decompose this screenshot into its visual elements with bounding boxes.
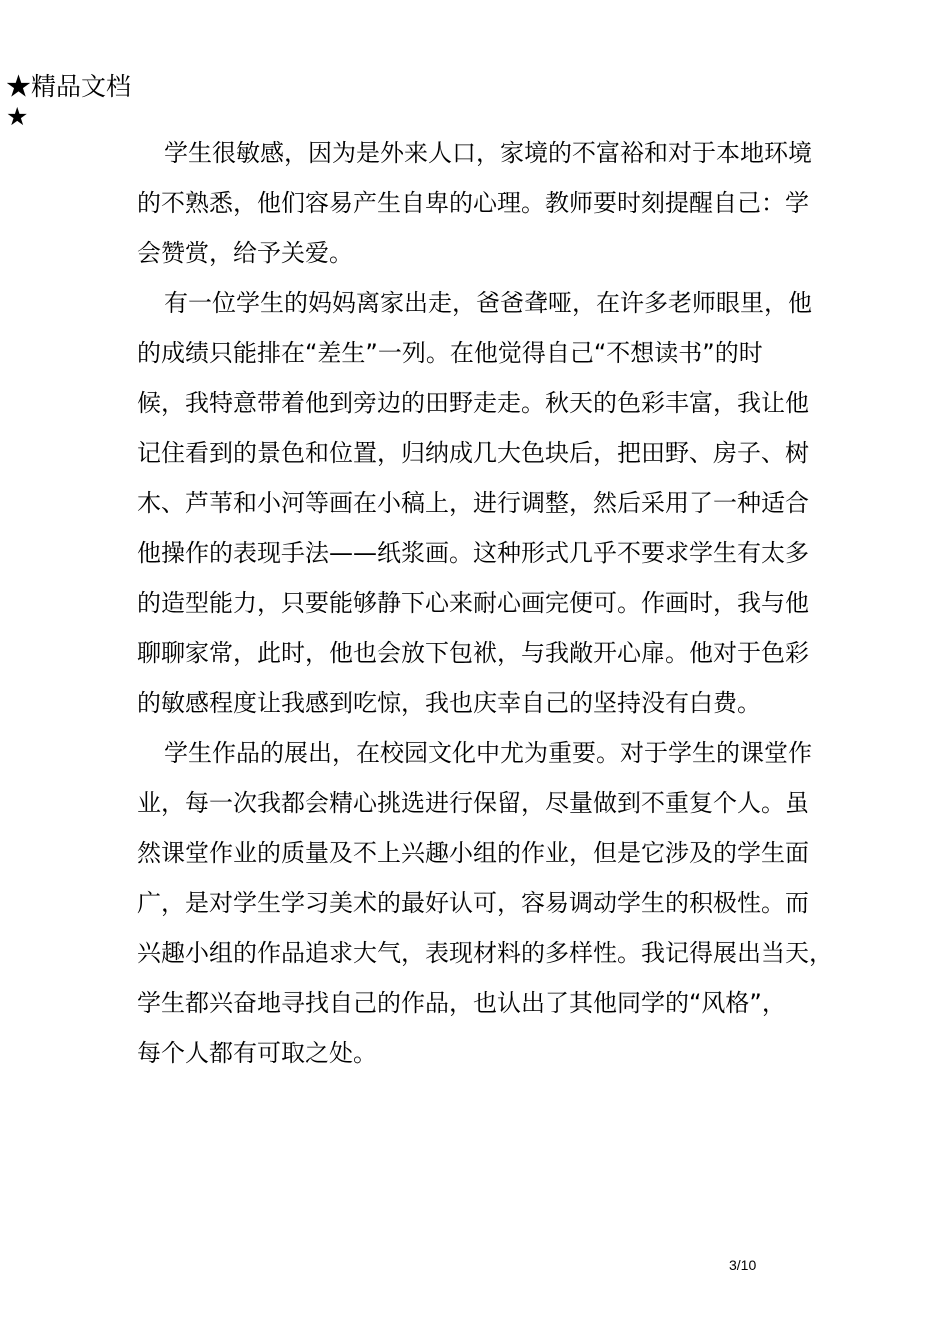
paragraph [137,728,837,1078]
text-line: 会赞赏，给予关爱。 [137,239,353,267]
text-line: 每个人都有可取之处。 [137,1039,377,1067]
text-line: 有一位学生的妈妈离家出走，爸爸聋哑，在许多老师眼里，他 [164,289,812,317]
text-line: 记住看到的景色和位置，归纳成几大色块后，把田野、房子、树 [137,439,809,467]
header-star: ★ [6,102,29,131]
text-line: 聊聊家常，此时，他也会放下包袱，与我敞开心扉。他对于色彩 [137,639,809,667]
header-label: ★精品文档 [6,72,132,101]
text-line: 木、芦苇和小河等画在小稿上，进行调整，然后采用了一种适合 [137,489,809,517]
paragraph [137,278,837,728]
text-line: 的不熟悉，他们容易产生自卑的心理。教师要时刻提醒自己：学 [137,189,809,217]
page-number: 3/10 [729,1257,757,1273]
text-line: 业，每一次我都会精心挑选进行保留，尽量做到不重复个人。虽 [137,789,809,817]
text-line: 兴趣小组的作品追求大气，表现材料的多样性。我记得展出当天， [137,939,833,967]
document-body [137,128,837,1078]
text-line: 候，我特意带着他到旁边的田野走走。秋天的色彩丰富，我让他 [137,389,809,417]
text-line: 他操作的表现手法——纸浆画。这种形式几乎不要求学生有太多 [137,539,809,567]
text-line: 然课堂作业的质量及不上兴趣小组的作业，但是它涉及的学生面 [137,839,809,867]
paragraph [137,128,837,278]
text-line: 学生都兴奋地寻找自己的作品，也认出了其他同学的“风格”， [137,989,786,1017]
text-line: 的成绩只能排在“差生”一列。在他觉得自己“不想读书”的时 [137,339,763,367]
text-line: 学生很敏感，因为是外来人口，家境的不富裕和对于本地环境 [164,139,812,167]
text-line: 广，是对学生学习美术的最好认可，容易调动学生的积极性。而 [137,889,809,917]
text-line: 的造型能力，只要能够静下心来耐心画完便可。作画时，我与他 [137,589,809,617]
text-line: 的敏感程度让我感到吃惊，我也庆幸自己的坚持没有白费。 [137,689,761,717]
text-line: 学生作品的展出，在校园文化中尤为重要。对于学生的课堂作 [164,739,812,767]
